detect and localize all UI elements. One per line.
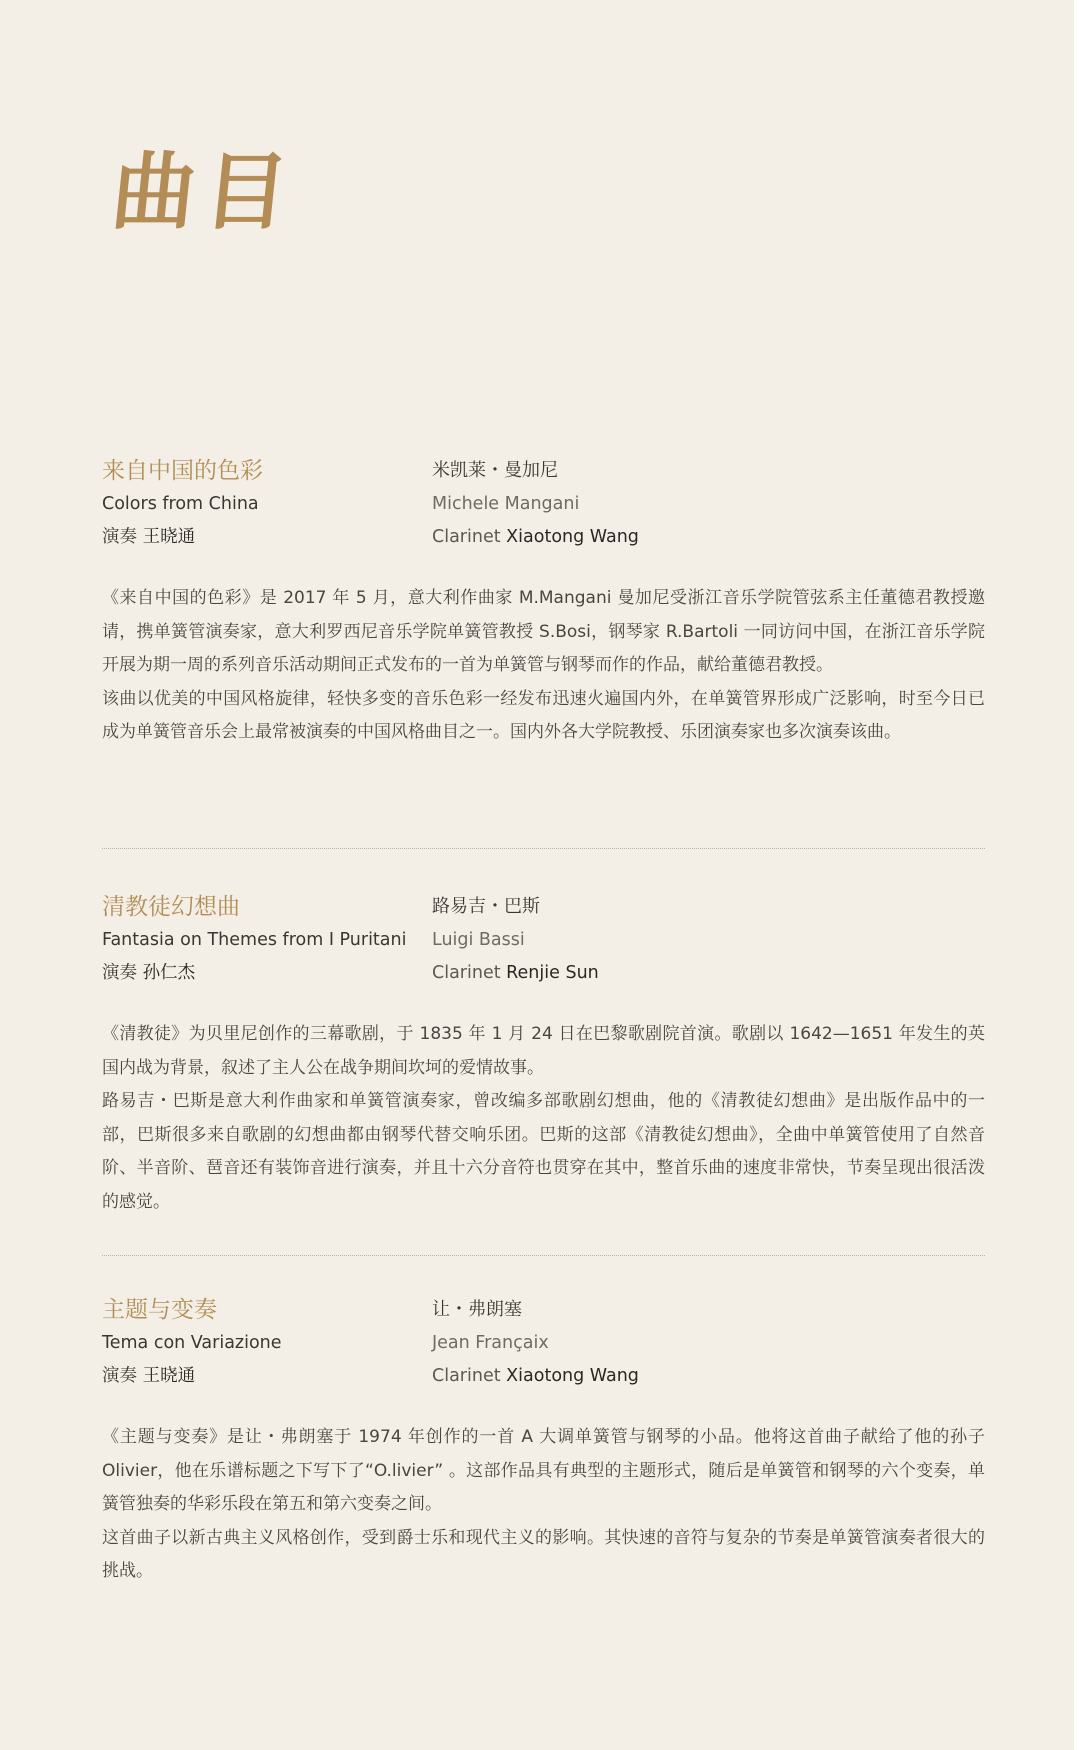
clarinet-label: Clarinet [432,1366,501,1386]
piece-title-en: Tema con Variazione [102,1333,282,1353]
piece-title-column [102,1294,282,1393]
piece-composer-column [432,891,599,990]
performer-zh [102,1360,282,1393]
program-piece [102,455,985,750]
piece-title-zh: 主题与变奏 [102,1297,217,1323]
description-paragraph: 这首曲子以新古典主义风格创作，受到爵士乐和现代主义的影响。其快速的音符与复杂的节奏是单簧管演奏者很大的挑战。 [102,1527,985,1582]
piece-title-column [102,891,406,990]
piece-header [102,891,985,996]
performer-name-zh: 王晓通 [142,1366,196,1386]
composer-zh: 米凯莱・曼加尼 [432,460,558,481]
performer-en [432,1360,639,1393]
composer-zh: 路易吉・巴斯 [432,896,540,917]
clarinet-label: Clarinet [432,527,501,547]
composer-en: Michele Mangani [432,494,580,514]
piece-header [102,455,985,560]
performer-name-en: Xiaotong Wang [506,527,639,547]
performer-label: 演奏 [102,1366,137,1386]
performer-name-zh: 王晓通 [142,527,196,547]
program-piece [102,1294,985,1589]
piece-title-column [102,455,263,554]
piece-description [102,582,985,750]
performer-label: 演奏 [102,527,137,547]
performer-zh [102,521,263,554]
program-piece [102,891,985,1220]
piece-description [102,1421,985,1589]
description-paragraph: 路易吉・巴斯是意大利作曲家和单簧管演奏家，曾改编多部歌剧幻想曲，他的《清教徒幻想曲》是出版作品中的一部，巴斯很多来自歌剧的幻想曲都由钢琴代替交响乐团。巴斯的这部《清教徒幻想曲》，全曲中单簧管使用了自然音阶、半音阶、琶音还有装饰音进行演奏，并且十六分音符也贯穿在其中，整首乐曲的速度非常快，节奏呈现出很活泼的感觉。 [102,1091,985,1212]
performer-en [432,957,599,990]
description-paragraph: 《清教徒》为贝里尼创作的三幕歌剧，于 1835 年 1 月 24 日在巴黎歌剧院首演。歌剧以 1642—1651 年发生的英国内战为背景，叙述了主人公在战争期间坎坷的爱情故事。 [102,1024,985,1078]
piece-title-en: Fantasia on Themes from I Puritani [102,930,407,950]
piece-title-zh: 来自中国的色彩 [102,458,263,484]
description-paragraph: 该曲以优美的中国风格旋律，轻快多变的音乐色彩一经发布迅速火遍国内外，在单簧管界形成广泛影响，时至今日已成为单簧管音乐会上最常被演奏的中国风格曲目之一。国内外各大学院教授、乐团演奏家也多次演奏该曲。 [102,688,985,743]
piece-title-en: Colors from China [102,494,259,514]
description-paragraph: 《主题与变奏》是让・弗朗塞于 1974 年创作的一首 A 大调单簧管与钢琴的小品。他将这首曲子献给了他的孙子 Olivier，他在乐谱标题之下写下了“O.livier” 。这部作品具有典型的主题形式，随后是单簧管和钢琴的六个变奏，单簧管独奏的华彩乐段在第五和第六变奏之间。 [102,1427,985,1515]
composer-en: Luigi Bassi [432,930,525,950]
piece-composer-column [432,1294,639,1393]
composer-en: Jean Françaix [432,1333,549,1353]
performer-zh [102,957,406,990]
piece-description [102,1018,985,1220]
performer-label: 演奏 [102,963,137,983]
description-paragraph: 《来自中国的色彩》是 2017 年 5 月，意大利作曲家 M.Mangani 曼加尼受浙江音乐学院管弦系主任董德君教授邀请，携单簧管演奏家，意大利罗西尼音乐学院单簧管教授 S.Bosi，钢琴家 R.Bartoli 一同访问中国，在浙江音乐学院开展为期一周的系列音乐活动期间正式发布的一首为单簧管与钢琴而作的作品，献给董德君教授。 [102,588,985,676]
piece-composer-column [432,455,639,554]
performer-name-zh: 孙仁杰 [142,963,196,983]
section-divider [102,848,985,849]
program-heading: 曲目 [106,142,302,241]
composer-zh: 让・弗朗塞 [432,1299,522,1320]
page-edge [1074,0,1080,1750]
performer-name-en: Renjie Sun [506,963,599,983]
performer-name-en: Xiaotong Wang [506,1366,639,1386]
piece-title-zh: 清教徒幻想曲 [102,894,240,920]
performer-en [432,521,639,554]
piece-header [102,1294,985,1399]
clarinet-label: Clarinet [432,963,501,983]
section-divider [102,1255,985,1256]
